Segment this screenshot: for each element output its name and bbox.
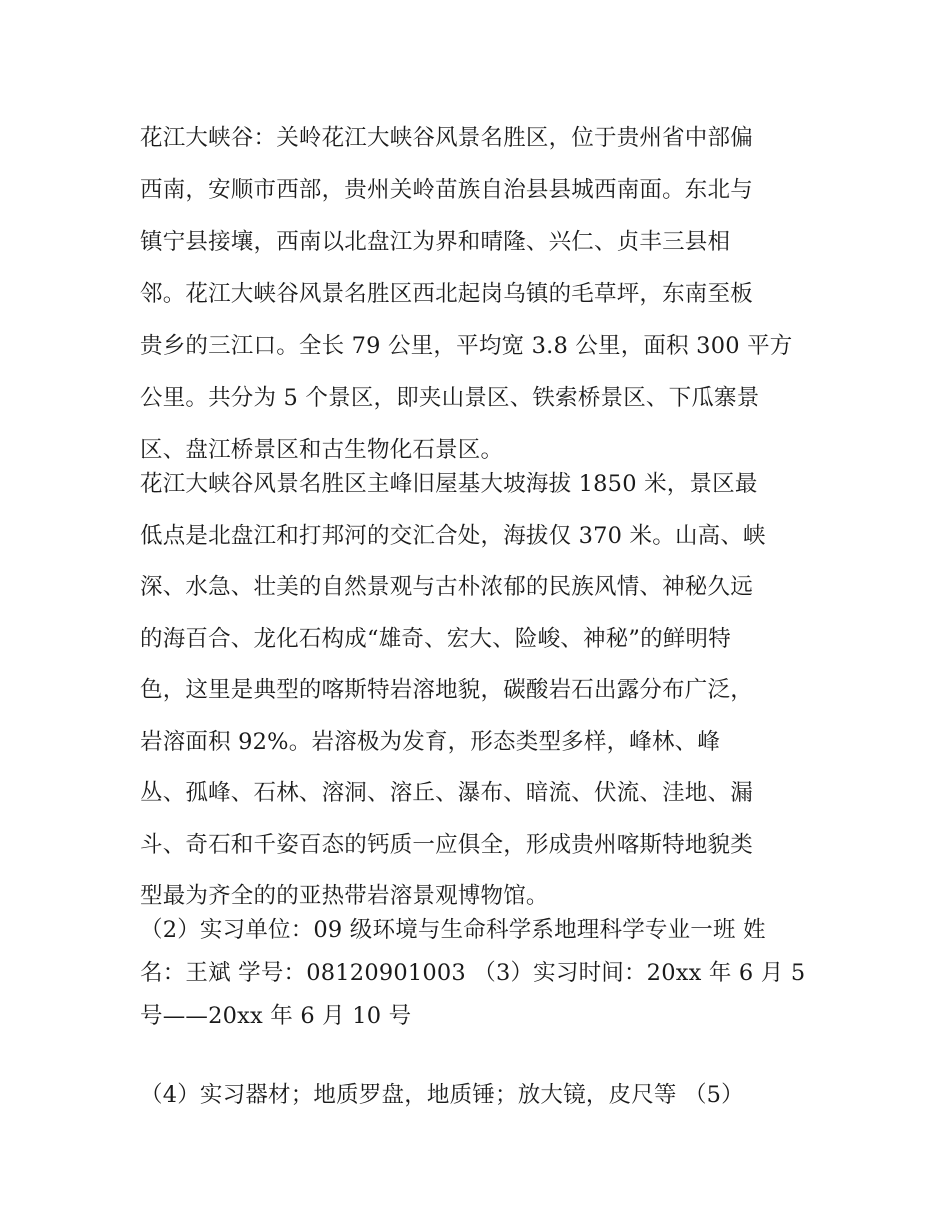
paragraph-internship-info [140, 909, 820, 1038]
text-line: 西南，安顺市西部，贵州关岭苗族自治县县城西南面。东北与 [140, 177, 753, 203]
text-line: 斗、奇石和千姿百态的钙质一应俱全，形成贵州喀斯特地貌类 [140, 831, 753, 858]
text-line: 公里。共分为 5 个景区，即夹山景区、铁索桥景区、下瓜寨景 [140, 385, 760, 411]
text-line: 花江大峡谷风景名胜区主峰旧屋基大坡海拔 1850 米，景区最 [140, 471, 758, 497]
text-line: 深、水急、壮美的自然景观与古朴浓郁的民族风情、神秘久远 [140, 574, 753, 600]
text-line: 丛、孤峰、石林、溶洞、溶丘、瀑布、暗流、伏流、洼地、漏 [140, 780, 753, 806]
paragraph-huajiang-overview [140, 112, 820, 476]
text-line: 岩溶面积 92%。岩溶极为发育，形态类型多样，峰林、峰 [140, 728, 721, 755]
text-line: 镇宁县接壤，西南以北盘江为界和晴隆、兴仁、贞丰三县相 [140, 229, 731, 255]
text-line: （2）实习单位：09 级环境与生命科学系地理科学专业一班 姓 [140, 917, 766, 943]
text-line: 花江大峡谷：关岭花江大峡谷风景名胜区，位于贵州省中部偏 [140, 125, 753, 151]
text-line: 名：王斌 学号：08120901003 （3）实习时间：20xx 年 6 月 5 [140, 960, 806, 986]
text-line: 区、盘江桥景区和古生物化石景区。 [140, 437, 504, 463]
paragraph-equipment [140, 1074, 820, 1117]
text-line: 型最为齐全的的亚热带岩溶景观博物馆。 [140, 883, 549, 909]
text-line: （4）实习器材；地质罗盘，地质锤；放大镜，皮尺等 （5） [140, 1082, 744, 1108]
text-line: 号——20xx 年 6 月 10 号 [140, 1003, 412, 1029]
text-line: 邻。花江大峡谷风景名胜区西北起岗乌镇的毛草坪，东南至板 [140, 281, 753, 307]
text-line: 色，这里是典型的喀斯特岩溶地貌，碳酸岩石出露分布广泛， [140, 677, 753, 703]
text-line: 的海百合、龙化石构成“雄奇、宏大、险峻、神秘”的鲜明特 [140, 625, 731, 652]
paragraph-karst-landscape [140, 459, 820, 923]
text-line: 低点是北盘江和打邦河的交汇合处，海拔仅 370 米。山高、峡 [140, 522, 766, 549]
text-line: 贵乡的三江口。全长 79 公里，平均宽 3.8 公里，面积 300 平方 [140, 333, 793, 359]
